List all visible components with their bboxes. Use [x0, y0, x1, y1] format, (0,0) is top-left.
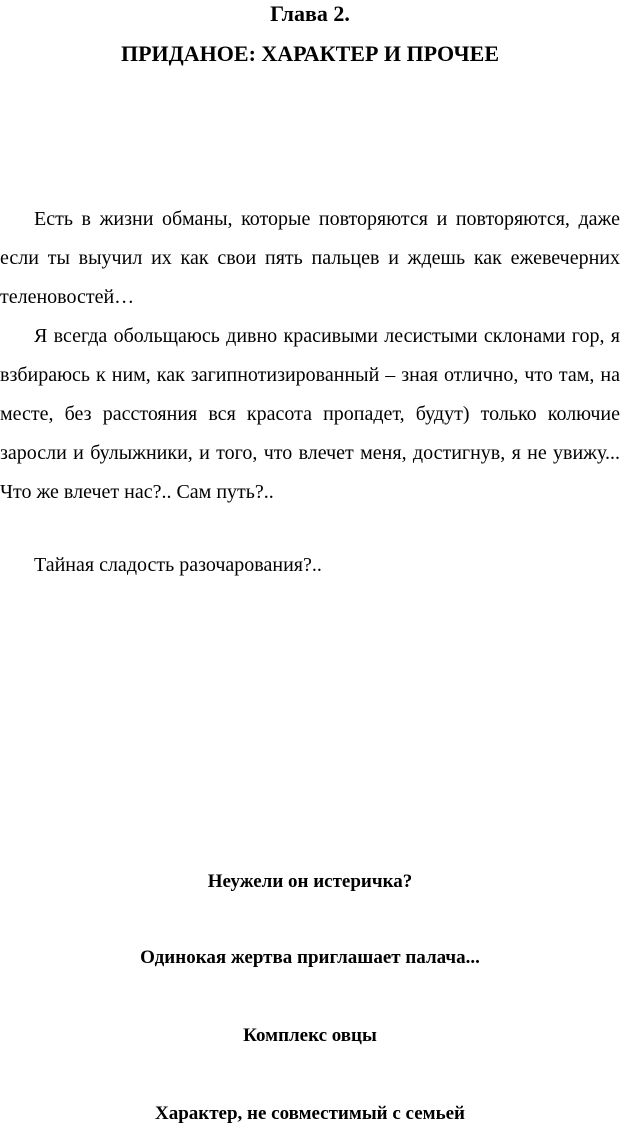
chapter-number: Глава 2.: [270, 1, 350, 26]
paragraph-3: Тайная сладость разочарования?..: [34, 554, 322, 576]
subheading-3: Комплекс овцы: [243, 1025, 377, 1046]
subheading-4: Характер, не совместимый с семьей: [154, 1103, 466, 1124]
subheading-2: Одинокая жертва приглашает палача...: [140, 947, 480, 968]
paragraph-2: Я всегда обольщаюсь дивно красивыми лесистыми склонами гор, я взбираюсь к ним, как загипнотизированный – зная отлично, что там, на месте, без расстояния вся красота пропадет, будут) только колючие заросли и булыжники, и того, что влечет меня, достигнув, я не увижу... Что же влечет нас?.. Сам путь?..: [0, 325, 620, 503]
chapter-title: ПРИДАНОЕ: ХАРАКТЕР И ПРОЧЕЕ: [120, 41, 500, 66]
paragraph-1: Есть в жизни обманы, которые повторяются и повторяются, даже если ты выучил их как свои пять пальцев и ждешь как ежевечерних теленовостей…: [0, 208, 620, 308]
subheading-1: Неужели он истеричка?: [207, 871, 413, 892]
